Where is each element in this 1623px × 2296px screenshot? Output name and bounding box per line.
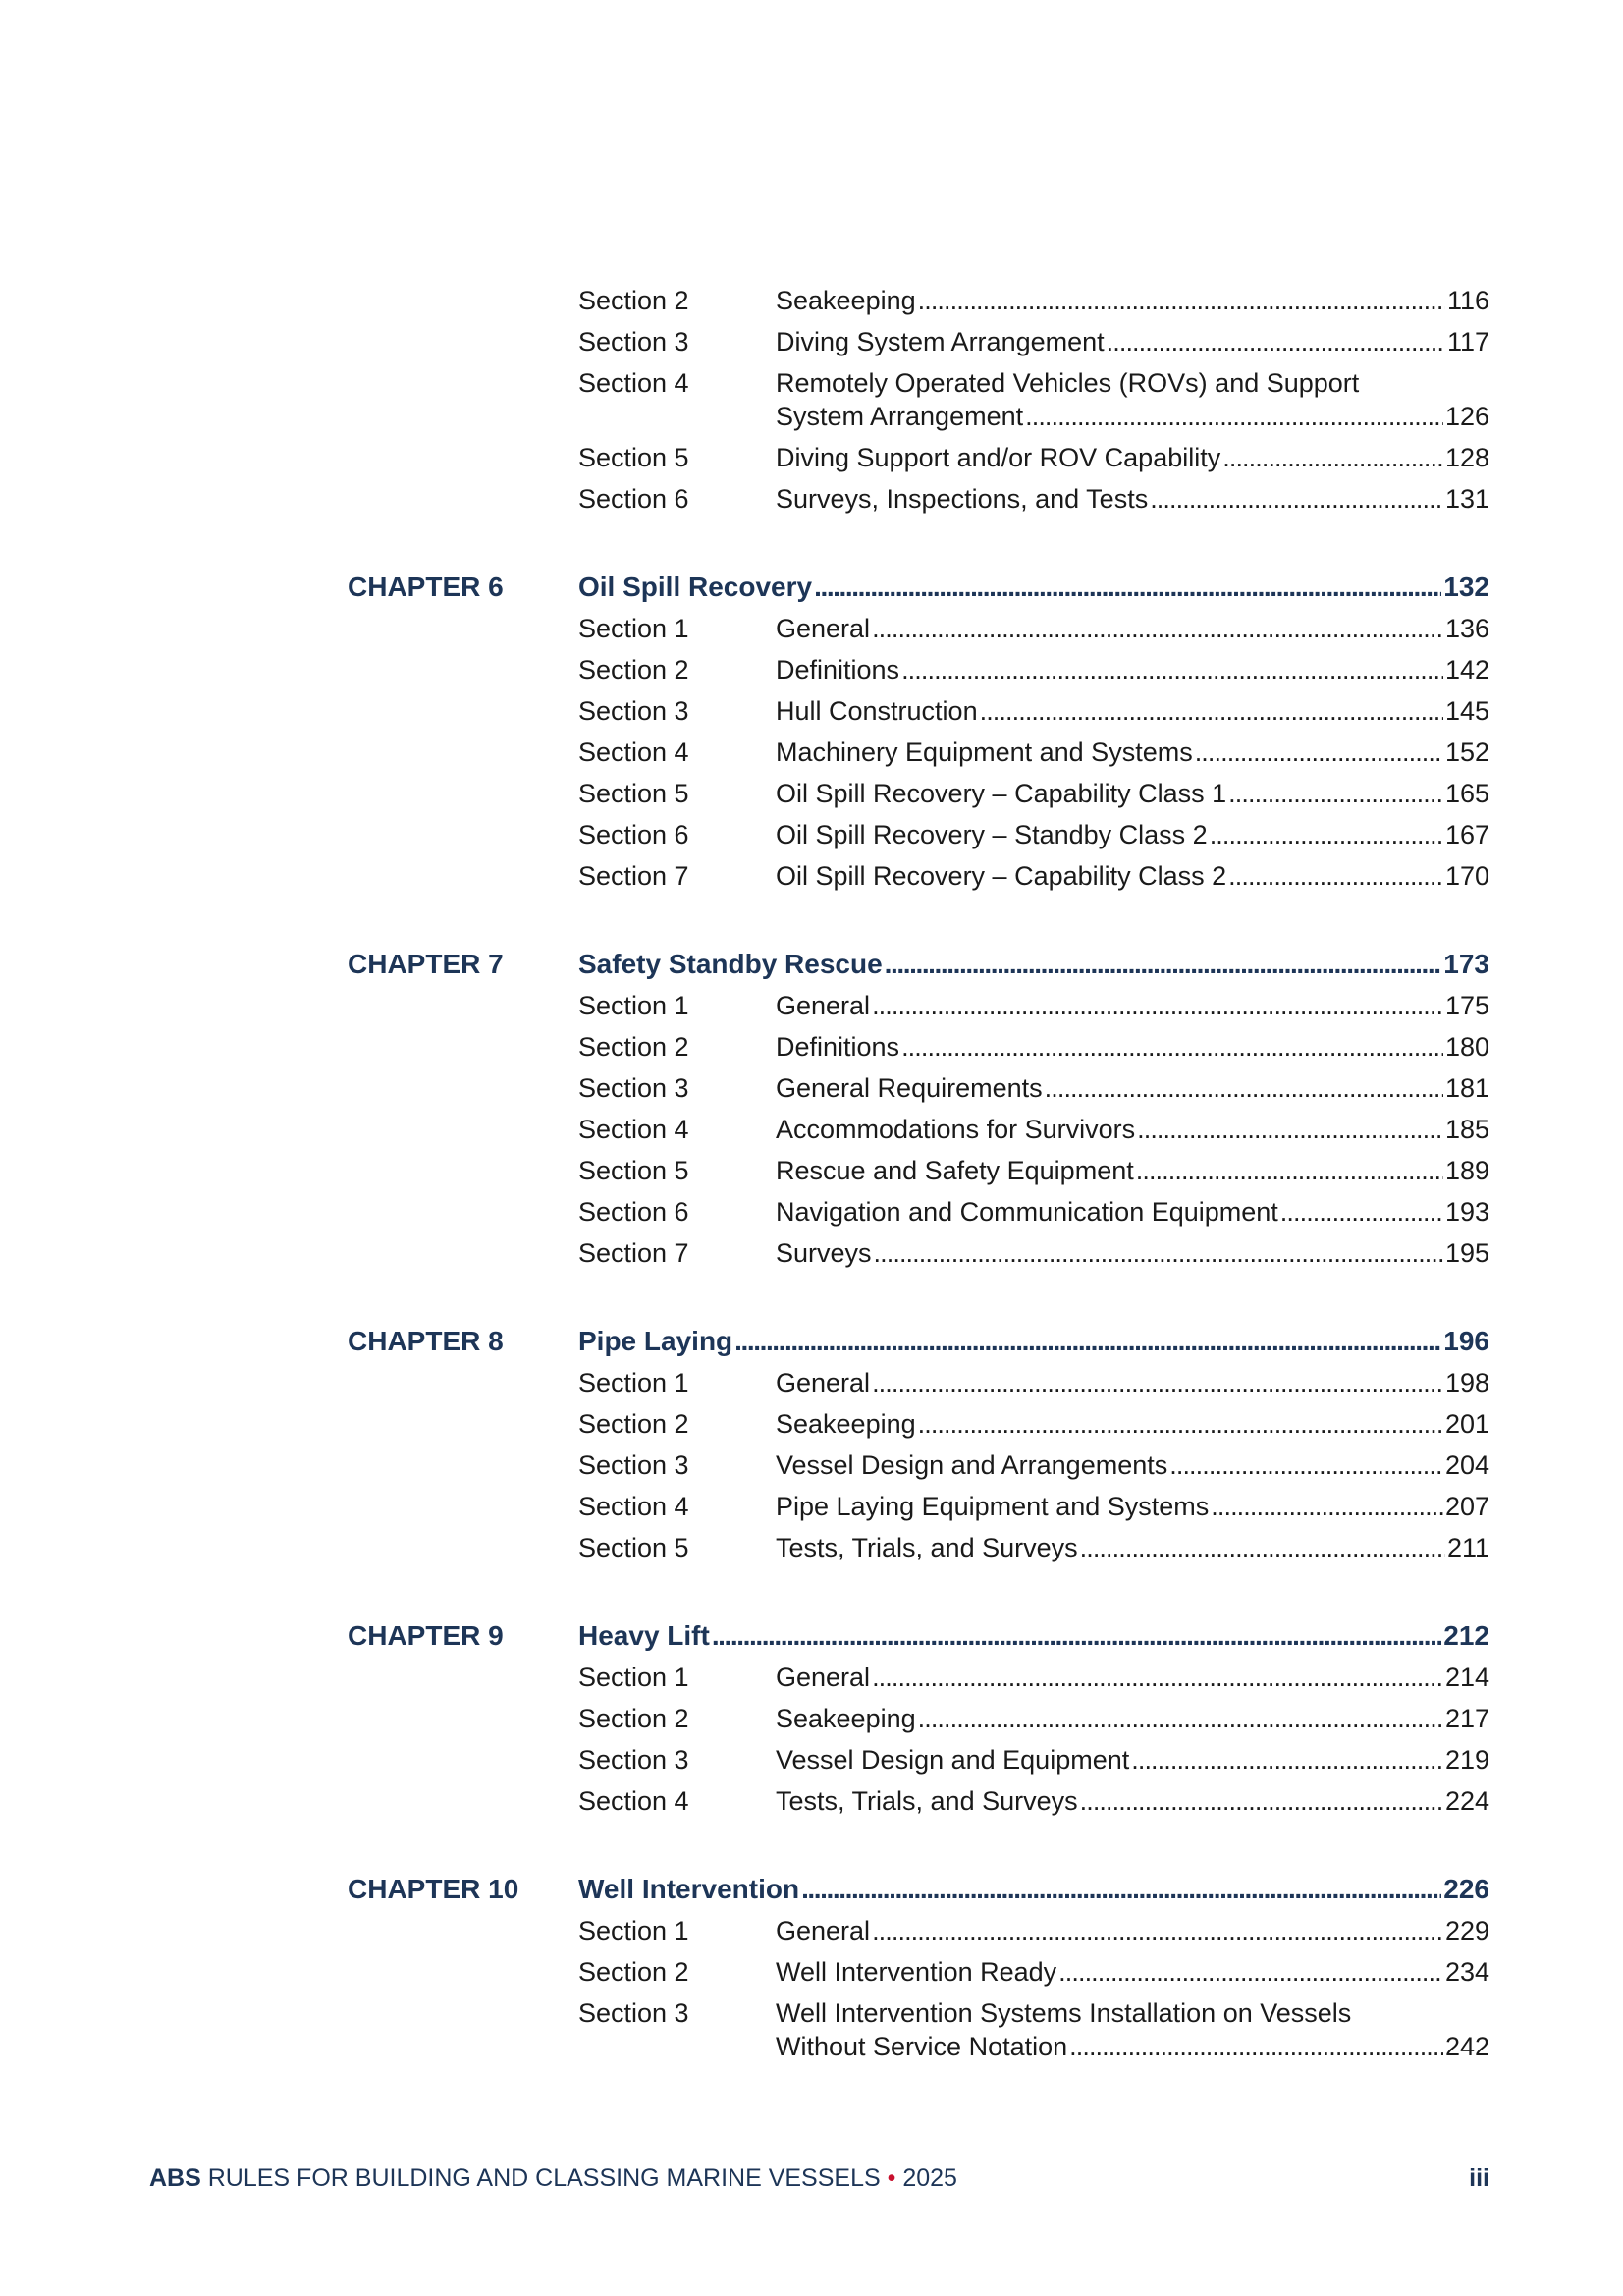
- toc-section-row[interactable]: [0, 649, 1623, 690]
- toc-section-row[interactable]: [0, 773, 1623, 814]
- section-label: Section 4: [578, 368, 689, 398]
- toc-chapter-row[interactable]: [0, 567, 1623, 608]
- toc-section-row[interactable]: [0, 1951, 1623, 1993]
- section-label: Section 7: [578, 861, 689, 891]
- page-number: 142: [1444, 655, 1489, 684]
- toc-chapter-row[interactable]: [0, 1615, 1623, 1657]
- toc-section-row[interactable]: [0, 1698, 1623, 1739]
- dot-leader: [872, 608, 1443, 649]
- chapter-title: Safety Standby Rescue: [578, 949, 883, 979]
- toc-section-row[interactable]: [0, 362, 1623, 437]
- chapter-label: CHAPTER 8: [348, 1326, 504, 1356]
- section-label: Section 1: [578, 1916, 689, 1945]
- section-title: Pipe Laying Equipment and Systems: [776, 1492, 1210, 1521]
- page-number: 180: [1444, 1032, 1489, 1062]
- section-label: Section 6: [578, 820, 689, 849]
- section-label: Section 6: [578, 484, 689, 514]
- section-title: Diving Support and/or ROV Capability: [776, 443, 1221, 472]
- toc-chapter-row[interactable]: [0, 1869, 1623, 1910]
- page-number: 117: [1446, 327, 1489, 356]
- toc-chapter-10: [0, 1869, 1623, 2067]
- section-title: Seakeeping: [776, 286, 916, 315]
- section-label: Section 4: [578, 738, 689, 767]
- section-title: Vessel Design and Equipment: [776, 1745, 1130, 1775]
- toc-section-row[interactable]: [0, 1232, 1623, 1274]
- page-number: 229: [1444, 1916, 1489, 1945]
- toc-section-row[interactable]: [0, 732, 1623, 773]
- section-title: Tests, Trials, and Surveys: [776, 1786, 1078, 1816]
- page-number: 211: [1446, 1533, 1489, 1562]
- page-number: 193: [1444, 1197, 1489, 1227]
- dot-leader: [1137, 1109, 1443, 1150]
- section-title: Diving System Arrangement: [776, 327, 1105, 356]
- section-title: Well Intervention Ready: [776, 1957, 1057, 1987]
- chapter-title: Oil Spill Recovery: [578, 572, 813, 602]
- toc-section-row[interactable]: [0, 321, 1623, 362]
- dot-leader: [712, 1615, 1441, 1657]
- dot-leader: [1131, 1739, 1443, 1780]
- section-title: Rescue and Safety Equipment: [776, 1156, 1134, 1185]
- dot-leader: [918, 1698, 1443, 1739]
- toc-section-row[interactable]: [0, 437, 1623, 478]
- chapter-title: Heavy Lift: [578, 1620, 710, 1651]
- toc-section-row[interactable]: [0, 1403, 1623, 1445]
- dot-leader: [901, 649, 1443, 690]
- section-label: Section 5: [578, 1156, 689, 1185]
- dot-leader: [1211, 1486, 1443, 1527]
- toc-section-row[interactable]: [0, 1910, 1623, 1951]
- toc-section-row[interactable]: [0, 608, 1623, 649]
- page-number: 126: [1444, 402, 1489, 431]
- page-number: 152: [1444, 738, 1489, 767]
- dot-leader: [801, 1869, 1441, 1910]
- dot-leader: [1107, 321, 1445, 362]
- chapter-title: Pipe Laying: [578, 1326, 733, 1356]
- dot-leader: [1080, 1527, 1445, 1568]
- toc-section-row[interactable]: [0, 1739, 1623, 1780]
- dot-leader: [1136, 1150, 1443, 1191]
- dot-leader: [1195, 732, 1443, 773]
- section-title-line2: System Arrangement: [776, 402, 1024, 431]
- page-number: 204: [1444, 1450, 1489, 1480]
- section-title-line2: Without Service Notation: [776, 2032, 1068, 2061]
- section-title: Navigation and Communication Equipment: [776, 1197, 1278, 1227]
- footer-title: RULES FOR BUILDING AND CLASSING MARINE VESSELS: [207, 2164, 881, 2192]
- section-title: Hull Construction: [776, 696, 978, 726]
- page-number: 185: [1444, 1115, 1489, 1144]
- section-label: Section 5: [578, 1533, 689, 1562]
- chapter-label: CHAPTER 10: [348, 1874, 519, 1904]
- brand-logo-text: ABS: [149, 2164, 201, 2192]
- section-title: General: [776, 614, 871, 643]
- chapter-label: CHAPTER 6: [348, 572, 504, 602]
- section-label: Section 1: [578, 1663, 689, 1692]
- section-label: Section 2: [578, 655, 689, 684]
- chapter-label: CHAPTER 7: [348, 949, 504, 979]
- section-title: General Requirements: [776, 1073, 1043, 1103]
- section-title: General: [776, 1916, 871, 1945]
- page-number: 165: [1444, 779, 1489, 808]
- dot-leader: [872, 1362, 1443, 1403]
- page-number: 198: [1444, 1368, 1489, 1397]
- section-title: Tests, Trials, and Surveys: [776, 1533, 1078, 1562]
- toc-section-row[interactable]: [0, 478, 1623, 519]
- section-label: Section 3: [578, 1745, 689, 1775]
- page-number: 132: [1443, 572, 1489, 602]
- section-label: Section 4: [578, 1786, 689, 1816]
- dot-leader: [1280, 1191, 1443, 1232]
- page-footer: [149, 2159, 1489, 2198]
- footer-separator: •: [887, 2164, 896, 2192]
- dot-leader: [734, 1321, 1441, 1362]
- section-title: General: [776, 1368, 871, 1397]
- section-title: Oil Spill Recovery – Standby Class 2: [776, 820, 1208, 849]
- page-number: 145: [1444, 696, 1489, 726]
- dot-leader: [1080, 1780, 1443, 1822]
- chapter-label: CHAPTER 9: [348, 1620, 504, 1651]
- dot-leader: [918, 1403, 1443, 1445]
- section-title: Machinery Equipment and Systems: [776, 738, 1193, 767]
- dot-leader: [901, 1026, 1443, 1067]
- dot-leader: [1058, 1951, 1443, 1993]
- page-number: 181: [1444, 1073, 1489, 1103]
- toc-section-row[interactable]: [0, 1657, 1623, 1698]
- page-number: 214: [1444, 1663, 1489, 1692]
- section-label: Section 3: [578, 1073, 689, 1103]
- dot-leader: [872, 1657, 1443, 1698]
- section-label: Section 3: [578, 1998, 689, 2028]
- toc-chapter-row[interactable]: [0, 944, 1623, 985]
- toc-section-row[interactable]: [0, 1445, 1623, 1486]
- toc-chapter-6: [0, 567, 1623, 897]
- dot-leader: [872, 985, 1443, 1026]
- toc-section-row[interactable]: [0, 1109, 1623, 1150]
- section-title-line1: Remotely Operated Vehicles (ROVs) and Support: [776, 368, 1360, 398]
- section-label: Section 1: [578, 1368, 689, 1397]
- dot-leader: [1069, 2030, 1443, 2063]
- dot-leader: [1228, 855, 1443, 897]
- dot-leader: [1169, 1445, 1443, 1486]
- table-of-contents: [0, 280, 1623, 2114]
- section-title-line1: Well Intervention Systems Installation on Vessels: [776, 1998, 1352, 2028]
- toc-section-row[interactable]: [0, 1150, 1623, 1191]
- section-label: Section 5: [578, 443, 689, 472]
- section-title: Oil Spill Recovery – Capability Class 1: [776, 779, 1227, 808]
- page-number: 226: [1443, 1874, 1489, 1904]
- dot-leader: [1228, 773, 1443, 814]
- section-title: Definitions: [776, 1032, 900, 1062]
- dot-leader: [1210, 814, 1443, 855]
- page-number: 136: [1444, 614, 1489, 643]
- page-number: 234: [1444, 1957, 1489, 1987]
- section-label: Section 5: [578, 779, 689, 808]
- section-label: Section 2: [578, 286, 689, 315]
- section-label: Section 4: [578, 1492, 689, 1521]
- toc-section-row[interactable]: [0, 1780, 1623, 1822]
- section-title: General: [776, 991, 871, 1020]
- page-number: 175: [1444, 991, 1489, 1020]
- page-number: 224: [1444, 1786, 1489, 1816]
- chapter-title: Well Intervention: [578, 1874, 800, 1904]
- section-title: Definitions: [776, 655, 900, 684]
- dot-leader: [1045, 1067, 1443, 1109]
- dot-leader: [885, 944, 1442, 985]
- toc-chapter-row[interactable]: [0, 1321, 1623, 1362]
- section-label: Section 1: [578, 614, 689, 643]
- toc-section-row[interactable]: [0, 1486, 1623, 1527]
- dot-leader: [872, 1910, 1443, 1951]
- page-number: 219: [1444, 1745, 1489, 1775]
- section-label: Section 1: [578, 991, 689, 1020]
- section-label: Section 7: [578, 1238, 689, 1268]
- page-number: 128: [1444, 443, 1489, 472]
- section-label: Section 2: [578, 1409, 689, 1439]
- toc-chapter-8: [0, 1321, 1623, 1568]
- toc-section-row[interactable]: [0, 1191, 1623, 1232]
- toc-chapter-7: [0, 944, 1623, 1274]
- footer-year: 2025: [902, 2164, 957, 2192]
- section-label: Section 6: [578, 1197, 689, 1227]
- page-number: 195: [1444, 1238, 1489, 1268]
- section-title: Surveys, Inspections, and Tests: [776, 484, 1149, 514]
- section-label: Section 3: [578, 1450, 689, 1480]
- dot-leader: [980, 690, 1443, 732]
- section-label: Section 2: [578, 1957, 689, 1987]
- toc-section-row[interactable]: [0, 1362, 1623, 1403]
- toc-chapter-9: [0, 1615, 1623, 1822]
- dot-leader: [1025, 400, 1443, 433]
- footer-page-number: iii: [1469, 2164, 1489, 2192]
- page-number: 116: [1446, 286, 1489, 315]
- page-number: 131: [1444, 484, 1489, 514]
- section-title: Surveys: [776, 1238, 872, 1268]
- page-number: 212: [1443, 1620, 1489, 1651]
- section-label: Section 2: [578, 1704, 689, 1733]
- section-title: Oil Spill Recovery – Capability Class 2: [776, 861, 1227, 891]
- page-number: 242: [1444, 2032, 1489, 2061]
- section-title: Seakeeping: [776, 1409, 916, 1439]
- dot-leader: [1222, 437, 1443, 478]
- toc-section-row[interactable]: [0, 1067, 1623, 1109]
- toc-section-row[interactable]: [0, 280, 1623, 321]
- dot-leader: [1150, 478, 1443, 519]
- toc-section-row[interactable]: [0, 1527, 1623, 1568]
- page-number: 170: [1444, 861, 1489, 891]
- section-label: Section 2: [578, 1032, 689, 1062]
- section-label: Section 3: [578, 327, 689, 356]
- toc-section-row[interactable]: [0, 1026, 1623, 1067]
- toc-section-row[interactable]: [0, 690, 1623, 732]
- toc-block-continued: [0, 280, 1623, 519]
- toc-section-row[interactable]: [0, 814, 1623, 855]
- section-title: Accommodations for Survivors: [776, 1115, 1136, 1144]
- page-number: 201: [1444, 1409, 1489, 1439]
- section-label: Section 4: [578, 1115, 689, 1144]
- page-number: 207: [1444, 1492, 1489, 1521]
- page-number: 189: [1444, 1156, 1489, 1185]
- section-title: General: [776, 1663, 871, 1692]
- page-number: 173: [1443, 949, 1489, 979]
- page-number: 217: [1444, 1704, 1489, 1733]
- toc-section-row[interactable]: [0, 855, 1623, 897]
- dot-leader: [814, 567, 1441, 608]
- page-number: 196: [1443, 1326, 1489, 1356]
- section-title: Seakeeping: [776, 1704, 916, 1733]
- dot-leader: [918, 280, 1445, 321]
- dot-leader: [874, 1232, 1443, 1274]
- section-title: Vessel Design and Arrangements: [776, 1450, 1168, 1480]
- toc-section-row[interactable]: [0, 985, 1623, 1026]
- page-number: 167: [1444, 820, 1489, 849]
- toc-section-row[interactable]: [0, 1993, 1623, 2067]
- section-label: Section 3: [578, 696, 689, 726]
